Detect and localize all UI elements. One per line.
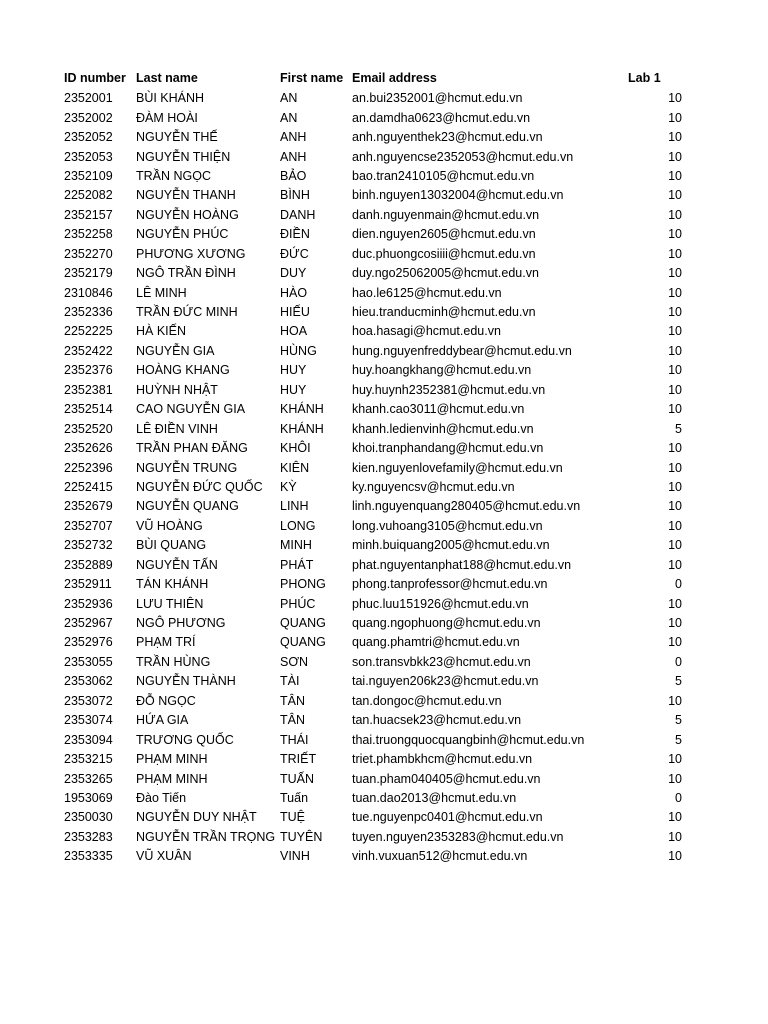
- cell-last-name: HOÀNG KHANG: [136, 363, 230, 378]
- cell-id-number: 2352157: [64, 207, 113, 222]
- cell-id-number: 2353055: [64, 654, 113, 669]
- cell-lab-1: 10: [668, 596, 682, 611]
- cell-id-number: 2352381: [64, 382, 113, 397]
- table-row: [60, 439, 684, 458]
- cell-last-name: Đào Tiến: [136, 790, 187, 805]
- cell-email-address: tuyen.nguyen2353283@hcmut.edu.vn: [352, 829, 564, 844]
- cell-last-name: NGUYỄN DUY NHẬT: [136, 810, 257, 825]
- cell-last-name: CAO NGUYỄN GIA: [136, 402, 246, 417]
- cell-id-number: 2352679: [64, 499, 113, 514]
- cell-last-name: NGUYỄN TRẦN TRỌNG: [136, 829, 276, 844]
- cell-first-name: Tuấn: [280, 790, 309, 805]
- cell-email-address: phat.nguyentanphat188@hcmut.edu.vn: [352, 557, 572, 572]
- table-row: [60, 283, 684, 302]
- cell-first-name: MINH: [280, 538, 312, 553]
- cell-id-number: 2353094: [64, 732, 113, 747]
- cell-lab-1: 10: [668, 246, 682, 261]
- cell-lab-1: 10: [668, 518, 682, 533]
- cell-id-number: 2352270: [64, 246, 113, 261]
- cell-last-name: LƯU THIÊN: [136, 596, 204, 611]
- cell-last-name: TRẦN PHAN ĐĂNG: [136, 441, 248, 456]
- table-row: [60, 789, 684, 808]
- cell-id-number: 2353283: [64, 829, 113, 844]
- cell-id-number: 2352889: [64, 557, 113, 572]
- table-row: [60, 381, 684, 400]
- cell-lab-1: 10: [668, 266, 682, 281]
- cell-last-name: NGUYỄN QUANG: [136, 499, 239, 514]
- cell-email-address: tan.dongoc@hcmut.edu.vn: [352, 693, 502, 708]
- cell-first-name: KIÊN: [280, 460, 310, 475]
- cell-email-address: tue.nguyenpc0401@hcmut.edu.vn: [352, 810, 543, 825]
- cell-last-name: VŨ HOÀNG: [136, 518, 203, 533]
- table-row: [60, 128, 684, 147]
- cell-lab-1: 10: [668, 479, 682, 494]
- cell-lab-1: 10: [668, 538, 682, 553]
- cell-email-address: phuc.luu151926@hcmut.edu.vn: [352, 596, 529, 611]
- cell-lab-1: 10: [668, 285, 682, 300]
- cell-first-name: TUẤN: [280, 771, 315, 786]
- cell-id-number: 2352967: [64, 616, 113, 631]
- cell-email-address: binh.nguyen13032004@hcmut.edu.vn: [352, 188, 564, 203]
- table-row: [60, 653, 684, 672]
- cell-first-name: TUỆ: [280, 810, 305, 825]
- table-row: [60, 828, 684, 847]
- cell-lab-1: 10: [668, 557, 682, 572]
- header-email-address: Email address: [352, 71, 437, 85]
- cell-first-name: SƠN: [280, 654, 309, 669]
- cell-first-name: AN: [280, 91, 298, 106]
- table-row: [60, 672, 684, 691]
- table-row: [60, 711, 684, 730]
- cell-last-name: HUỲNH NHẬT: [136, 382, 218, 397]
- cell-first-name: ANH: [280, 130, 307, 145]
- cell-lab-1: 10: [668, 343, 682, 358]
- cell-id-number: 1953069: [64, 790, 113, 805]
- cell-lab-1: 10: [668, 227, 682, 242]
- cell-lab-1: 10: [668, 188, 682, 203]
- cell-id-number: 2352053: [64, 149, 113, 164]
- cell-first-name: HUY: [280, 363, 307, 378]
- cell-email-address: an.bui2352001@hcmut.edu.vn: [352, 91, 523, 106]
- cell-email-address: duc.phuongcosiiii@hcmut.edu.vn: [352, 246, 536, 261]
- cell-id-number: 2352001: [64, 91, 113, 106]
- cell-first-name: VINH: [280, 849, 310, 864]
- cell-last-name: LÊ ĐIỀN VINH: [136, 421, 218, 436]
- cell-first-name: TRIẾT: [280, 752, 317, 767]
- cell-last-name: NGUYỄN ĐỨC QUỐC: [136, 479, 263, 494]
- cell-email-address: thai.truongquocquangbinh@hcmut.edu.vn: [352, 732, 585, 747]
- header-first-name: First name: [280, 71, 344, 85]
- cell-lab-1: 10: [668, 441, 682, 456]
- cell-lab-1: 10: [668, 616, 682, 631]
- cell-lab-1: 0: [675, 790, 682, 805]
- cell-id-number: 2352002: [64, 110, 113, 125]
- cell-id-number: 2353335: [64, 849, 113, 864]
- cell-email-address: anh.nguyenthek23@hcmut.edu.vn: [352, 130, 543, 145]
- cell-lab-1: 10: [668, 810, 682, 825]
- table-row: [60, 89, 684, 108]
- table-row: [60, 633, 684, 652]
- cell-lab-1: 5: [675, 713, 682, 728]
- cell-lab-1: 10: [668, 130, 682, 145]
- table-row: [60, 206, 684, 225]
- table-row: [60, 361, 684, 380]
- cell-id-number: 2252225: [64, 324, 113, 339]
- cell-first-name: HUY: [280, 382, 307, 397]
- cell-email-address: triet.phambkhcm@hcmut.edu.vn: [352, 752, 533, 767]
- cell-email-address: an.damdha0623@hcmut.edu.vn: [352, 110, 531, 125]
- cell-id-number: 2352052: [64, 130, 113, 145]
- cell-id-number: 2353062: [64, 674, 113, 689]
- cell-last-name: NGÔ PHƯƠNG: [136, 616, 226, 631]
- cell-id-number: 2310846: [64, 285, 113, 300]
- cell-lab-1: 10: [668, 324, 682, 339]
- cell-email-address: ky.nguyencsv@hcmut.edu.vn: [352, 479, 515, 494]
- cell-lab-1: 0: [675, 654, 682, 669]
- cell-first-name: ĐỨC: [280, 246, 309, 261]
- cell-lab-1: 10: [668, 771, 682, 786]
- cell-last-name: VŨ XUÂN: [136, 849, 192, 864]
- table-row: [60, 342, 684, 361]
- cell-first-name: TÂN: [280, 693, 305, 708]
- cell-last-name: TRẦN NGỌC: [136, 168, 211, 183]
- cell-first-name: QUANG: [280, 616, 326, 631]
- table-row: [60, 108, 684, 127]
- cell-last-name: TRƯƠNG QUỐC: [136, 732, 234, 747]
- cell-id-number: 2352514: [64, 402, 113, 417]
- cell-last-name: HỨA GIA: [136, 713, 189, 728]
- cell-lab-1: 10: [668, 149, 682, 164]
- table-body: [60, 89, 684, 867]
- cell-last-name: NGUYỄN THÀNH: [136, 674, 236, 689]
- header-id-number: ID number: [64, 71, 126, 85]
- header-last-name: Last name: [136, 71, 198, 85]
- cell-lab-1: 10: [668, 460, 682, 475]
- cell-last-name: NGUYỄN TẤN: [136, 557, 218, 572]
- header-lab-1: Lab 1: [628, 71, 661, 85]
- cell-lab-1: 10: [668, 168, 682, 183]
- table-row: [60, 458, 684, 477]
- cell-email-address: hoa.hasagi@hcmut.edu.vn: [352, 324, 501, 339]
- cell-email-address: hieu.tranducminh@hcmut.edu.vn: [352, 305, 536, 320]
- cell-email-address: tuan.dao2013@hcmut.edu.vn: [352, 790, 517, 805]
- cell-last-name: TRẦN HÙNG: [136, 654, 211, 669]
- cell-id-number: 2352626: [64, 441, 113, 456]
- table-row: [60, 186, 684, 205]
- cell-first-name: KHÁNH: [280, 421, 324, 436]
- table-row: [60, 847, 684, 866]
- cell-last-name: HÀ KIẾN: [136, 324, 187, 339]
- table-row: [60, 517, 684, 536]
- cell-first-name: PHONG: [280, 577, 326, 592]
- cell-first-name: TÀI: [280, 674, 300, 689]
- cell-first-name: LONG: [280, 518, 316, 533]
- grades-table: [60, 68, 684, 867]
- cell-first-name: BÌNH: [280, 188, 310, 203]
- cell-email-address: danh.nguyenmain@hcmut.edu.vn: [352, 207, 540, 222]
- header-row: [60, 68, 684, 89]
- cell-last-name: NGUYỄN THANH: [136, 188, 236, 203]
- cell-lab-1: 10: [668, 363, 682, 378]
- cell-email-address: minh.buiquang2005@hcmut.edu.vn: [352, 538, 550, 553]
- cell-id-number: 2352976: [64, 635, 113, 650]
- cell-first-name: DANH: [280, 207, 316, 222]
- cell-first-name: HOA: [280, 324, 308, 339]
- cell-id-number: 2353215: [64, 752, 113, 767]
- cell-id-number: 2352911: [64, 577, 112, 592]
- cell-email-address: hung.nguyenfreddybear@hcmut.edu.vn: [352, 343, 572, 358]
- cell-email-address: linh.nguyenquang280405@hcmut.edu.vn: [352, 499, 581, 514]
- cell-id-number: 2350030: [64, 810, 113, 825]
- cell-id-number: 2352520: [64, 421, 113, 436]
- table-row: [60, 167, 684, 186]
- cell-lab-1: 0: [675, 577, 682, 592]
- cell-id-number: 2352336: [64, 305, 113, 320]
- cell-email-address: duy.ngo25062005@hcmut.edu.vn: [352, 266, 539, 281]
- cell-email-address: bao.tran2410105@hcmut.edu.vn: [352, 168, 535, 183]
- cell-first-name: THÁI: [280, 732, 309, 747]
- cell-email-address: quang.phamtri@hcmut.edu.vn: [352, 635, 520, 650]
- cell-lab-1: 10: [668, 382, 682, 397]
- cell-email-address: quang.ngophuong@hcmut.edu.vn: [352, 616, 541, 631]
- cell-id-number: 2352707: [64, 518, 113, 533]
- cell-first-name: TÂN: [280, 713, 305, 728]
- cell-email-address: khanh.cao3011@hcmut.edu.vn: [352, 402, 525, 417]
- cell-id-number: 2352936: [64, 596, 113, 611]
- table-row: [60, 575, 684, 594]
- cell-lab-1: 10: [668, 829, 682, 844]
- cell-first-name: PHÚC: [280, 596, 316, 611]
- cell-lab-1: 10: [668, 91, 682, 106]
- cell-last-name: ĐỖ NGỌC: [136, 693, 196, 708]
- table-row: [60, 769, 684, 788]
- cell-id-number: 2352109: [64, 168, 113, 183]
- table-row: [60, 750, 684, 769]
- table-row: [60, 594, 684, 613]
- table-row: [60, 497, 684, 516]
- cell-first-name: ĐIỀN: [280, 227, 310, 242]
- cell-last-name: LÊ MINH: [136, 285, 187, 300]
- cell-email-address: tai.nguyen206k23@hcmut.edu.vn: [352, 674, 539, 689]
- table-row: [60, 225, 684, 244]
- cell-last-name: BÙI QUANG: [136, 538, 207, 553]
- cell-first-name: HÀO: [280, 285, 308, 300]
- cell-email-address: kien.nguyenlovefamily@hcmut.edu.vn: [352, 460, 563, 475]
- cell-lab-1: 10: [668, 693, 682, 708]
- table-row: [60, 478, 684, 497]
- cell-first-name: HIẾU: [280, 305, 310, 320]
- table-row: [60, 303, 684, 322]
- cell-first-name: LINH: [280, 499, 309, 514]
- cell-first-name: BẢO: [280, 168, 307, 183]
- cell-last-name: PHẠM MINH: [136, 771, 208, 786]
- cell-id-number: 2252415: [64, 479, 113, 494]
- table-row: [60, 147, 684, 166]
- cell-email-address: phong.tanprofessor@hcmut.edu.vn: [352, 577, 548, 592]
- cell-last-name: NGÔ TRẦN ĐÌNH: [136, 266, 236, 281]
- cell-email-address: tuan.pham040405@hcmut.edu.vn: [352, 771, 541, 786]
- cell-first-name: TUYÊN: [280, 829, 323, 844]
- cell-id-number: 2352179: [64, 266, 113, 281]
- cell-email-address: dien.nguyen2605@hcmut.edu.vn: [352, 227, 536, 242]
- cell-last-name: PHẠM MINH: [136, 752, 208, 767]
- cell-email-address: huy.huynh2352381@hcmut.edu.vn: [352, 382, 546, 397]
- table-row: [60, 322, 684, 341]
- cell-lab-1: 10: [668, 635, 682, 650]
- table-row: [60, 730, 684, 749]
- cell-last-name: NGUYỄN GIA: [136, 343, 215, 358]
- cell-last-name: PHƯƠNG XƯƠNG: [136, 246, 246, 261]
- cell-email-address: khoi.tranphandang@hcmut.edu.vn: [352, 441, 544, 456]
- cell-first-name: KỲ: [280, 479, 297, 494]
- cell-lab-1: 5: [675, 732, 682, 747]
- cell-last-name: NGUYỄN HOÀNG: [136, 207, 239, 222]
- cell-last-name: NGUYỄN TRUNG: [136, 460, 238, 475]
- cell-first-name: DUY: [280, 266, 307, 281]
- cell-last-name: NGUYỄN PHÚC: [136, 227, 229, 242]
- cell-first-name: AN: [280, 110, 298, 125]
- cell-lab-1: 10: [668, 305, 682, 320]
- cell-email-address: son.transvbkk23@hcmut.edu.vn: [352, 654, 531, 669]
- cell-first-name: PHÁT: [280, 557, 314, 572]
- cell-email-address: hao.le6125@hcmut.edu.vn: [352, 285, 502, 300]
- cell-last-name: TÁN KHÁNH: [136, 577, 209, 592]
- table-row: [60, 419, 684, 438]
- cell-first-name: KHÁNH: [280, 402, 324, 417]
- cell-email-address: vinh.vuxuan512@hcmut.edu.vn: [352, 849, 528, 864]
- cell-email-address: huy.hoangkhang@hcmut.edu.vn: [352, 363, 532, 378]
- cell-id-number: 2353074: [64, 713, 113, 728]
- cell-first-name: QUANG: [280, 635, 326, 650]
- cell-lab-1: 10: [668, 402, 682, 417]
- cell-email-address: khanh.ledienvinh@hcmut.edu.vn: [352, 421, 534, 436]
- table-row: [60, 245, 684, 264]
- cell-id-number: 2352258: [64, 227, 113, 242]
- cell-lab-1: 10: [668, 499, 682, 514]
- cell-first-name: KHÔI: [280, 441, 311, 456]
- cell-lab-1: 10: [668, 752, 682, 767]
- cell-lab-1: 10: [668, 110, 682, 125]
- cell-lab-1: 5: [675, 421, 682, 436]
- table-row: [60, 400, 684, 419]
- cell-last-name: ĐÀM HOÀI: [136, 110, 198, 125]
- table-row: [60, 692, 684, 711]
- cell-first-name: HÙNG: [280, 343, 317, 358]
- cell-id-number: 2353265: [64, 771, 113, 786]
- cell-id-number: 2352422: [64, 343, 113, 358]
- table-row: [60, 808, 684, 827]
- cell-id-number: 2352732: [64, 538, 113, 553]
- cell-id-number: 2352376: [64, 363, 113, 378]
- cell-lab-1: 10: [668, 849, 682, 864]
- cell-id-number: 2252396: [64, 460, 113, 475]
- cell-email-address: long.vuhoang3105@hcmut.edu.vn: [352, 518, 543, 533]
- cell-email-address: anh.nguyencse2352053@hcmut.edu.vn: [352, 149, 574, 164]
- table-row: [60, 614, 684, 633]
- cell-id-number: 2252082: [64, 188, 113, 203]
- cell-last-name: NGUYỄN THIỆN: [136, 149, 231, 164]
- cell-last-name: TRẦN ĐỨC MINH: [136, 305, 238, 320]
- cell-last-name: BÙI KHÁNH: [136, 91, 205, 106]
- cell-first-name: ANH: [280, 149, 307, 164]
- table-row: [60, 556, 684, 575]
- cell-id-number: 2353072: [64, 693, 113, 708]
- cell-lab-1: 5: [675, 674, 682, 689]
- cell-lab-1: 10: [668, 207, 682, 222]
- table-row: [60, 264, 684, 283]
- cell-last-name: NGUYỄN THẾ: [136, 130, 218, 145]
- cell-email-address: tan.huacsek23@hcmut.edu.vn: [352, 713, 522, 728]
- table-row: [60, 536, 684, 555]
- cell-last-name: PHẠM TRÍ: [136, 635, 196, 650]
